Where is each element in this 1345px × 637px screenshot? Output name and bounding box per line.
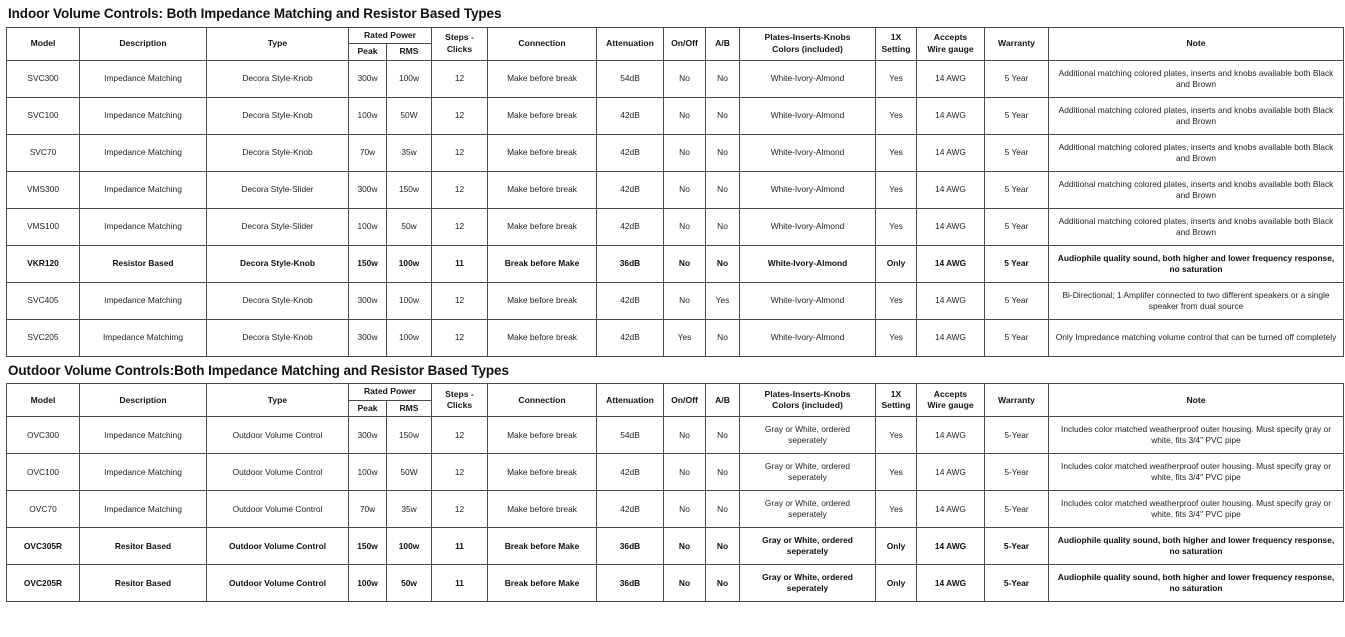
cell-type: Decora Style-Knob — [207, 319, 349, 356]
cell-attenuation: 42dB — [597, 208, 664, 245]
col-header-rated-power: Rated Power — [349, 384, 432, 401]
cell-rms: 50w — [387, 208, 432, 245]
cell-connection: Make before break — [488, 454, 597, 491]
cell-description: Impedance Matching — [80, 491, 207, 528]
cell-on-off: No — [664, 565, 706, 602]
plates-line-1: Gray or White, ordered — [764, 498, 851, 509]
cell-type: Decora Style-Knob — [207, 97, 349, 134]
cell-connection: Make before break — [488, 319, 597, 356]
cell-connection: Make before break — [488, 97, 597, 134]
cell-rms: 100w — [387, 282, 432, 319]
cell-rms: 150w — [387, 171, 432, 208]
cell-note: Includes color matched weatherproof outer housing. Must specify gray or white, fits 3/4" PVC pipe — [1049, 491, 1344, 528]
cell-rms: 35w — [387, 134, 432, 171]
steps-line-2: Clicks — [446, 400, 473, 411]
cell-description: Impedance Matching — [80, 134, 207, 171]
table-header-outdoor — [7, 384, 1344, 417]
setting-line-2: Setting — [881, 43, 911, 54]
col-header-steps-clicks — [432, 384, 488, 417]
cell-model: OVC100 — [7, 454, 80, 491]
cell-type: Decora Style-Knob — [207, 134, 349, 171]
col-header-rated-power: Rated Power — [349, 27, 432, 44]
cell-peak: 150w — [349, 528, 387, 565]
col-header-accepts-wire-gauge — [917, 384, 985, 417]
cell-rms: 35w — [387, 491, 432, 528]
plates-line-2: Colors (included) — [772, 400, 843, 411]
cell-1x-setting: Yes — [876, 171, 917, 208]
cell-type: Outdoor Volume Control — [207, 528, 349, 565]
cell-steps: 11 — [432, 528, 488, 565]
cell-peak: 100w — [349, 565, 387, 602]
cell-steps: 12 — [432, 319, 488, 356]
cell-peak: 150w — [349, 245, 387, 282]
cell-1x-setting: Yes — [876, 282, 917, 319]
cell-steps: 12 — [432, 282, 488, 319]
cell-on-off: No — [664, 97, 706, 134]
cell-note: Additional matching colored plates, inserts and knobs available both Black and Brown — [1049, 171, 1344, 208]
cell-peak: 70w — [349, 134, 387, 171]
cell-peak: 300w — [349, 417, 387, 454]
col-header-attenuation: Attenuation — [597, 27, 664, 60]
col-header-warranty: Warranty — [985, 27, 1049, 60]
cell-on-off: No — [664, 282, 706, 319]
cell-type: Outdoor Volume Control — [207, 491, 349, 528]
table-indoor-volume-controls — [6, 27, 1344, 357]
cell-on-off: No — [664, 245, 706, 282]
page-title-outdoor: Outdoor Volume Controls:Both Impedance Matching and Resistor Based Types — [8, 362, 509, 378]
table-row — [7, 282, 1344, 319]
cell-description: Impedance Matching — [80, 454, 207, 491]
cell-type: Outdoor Volume Control — [207, 565, 349, 602]
cell-attenuation: 54dB — [597, 417, 664, 454]
cell-steps: 12 — [432, 171, 488, 208]
cell-connection: Break before Make — [488, 565, 597, 602]
cell-rms: 100w — [387, 319, 432, 356]
cell-attenuation: 42dB — [597, 171, 664, 208]
cell-description: Impedance Matching — [80, 282, 207, 319]
cell-warranty: 5-Year — [985, 528, 1049, 565]
cell-rms: 100w — [387, 60, 432, 97]
cell-description: Impedance Matching — [80, 97, 207, 134]
cell-wire-gauge: 14 AWG — [917, 491, 985, 528]
cell-model: VMS300 — [7, 171, 80, 208]
cell-on-off: Yes — [664, 319, 706, 356]
cell-note: Additional matching colored plates, inserts and knobs available both Black and Brown — [1049, 97, 1344, 134]
cell-plates-colors — [740, 491, 876, 528]
cell-1x-setting: Yes — [876, 319, 917, 356]
col-header-attenuation: Attenuation — [597, 384, 664, 417]
cell-description: Impedance Matching — [80, 208, 207, 245]
cell-attenuation: 36dB — [597, 245, 664, 282]
col-header-description: Description — [80, 384, 207, 417]
cell-ab: No — [706, 528, 740, 565]
cell-ab: No — [706, 319, 740, 356]
header-row — [7, 384, 1344, 401]
cell-wire-gauge: 14 AWG — [917, 528, 985, 565]
steps-line-1: Steps - — [445, 388, 474, 399]
cell-model: SVC300 — [7, 60, 80, 97]
setting-line-2: Setting — [881, 400, 911, 411]
plates-line-1: Gray or White, ordered — [764, 461, 851, 472]
table-row — [7, 417, 1344, 454]
cell-description: Resitor Based — [80, 528, 207, 565]
plates-line-2: seperately — [786, 546, 829, 557]
cell-1x-setting: Yes — [876, 97, 917, 134]
cell-connection: Make before break — [488, 134, 597, 171]
cell-1x-setting: Yes — [876, 134, 917, 171]
cell-model: VKR120 — [7, 245, 80, 282]
col-header-connection: Connection — [488, 384, 597, 417]
cell-warranty: 5-Year — [985, 454, 1049, 491]
cell-plates-colors: White-Ivory-Almond — [740, 134, 876, 171]
cell-wire-gauge: 14 AWG — [917, 208, 985, 245]
cell-description: Resitor Based — [80, 565, 207, 602]
cell-connection: Make before break — [488, 171, 597, 208]
col-header-model: Model — [7, 384, 80, 417]
cell-note: Additional matching colored plates, inserts and knobs available both Black and Brown — [1049, 60, 1344, 97]
cell-model: OVC300 — [7, 417, 80, 454]
cell-ab: No — [706, 208, 740, 245]
cell-warranty: 5 Year — [985, 134, 1049, 171]
cell-wire-gauge: 14 AWG — [917, 417, 985, 454]
col-header-on-off: On/Off — [664, 384, 706, 417]
cell-steps: 12 — [432, 134, 488, 171]
cell-note: Additional matching colored plates, inserts and knobs available both Black and Brown — [1049, 134, 1344, 171]
wire-line-2: Wire gauge — [927, 400, 974, 411]
plates-line-1: Plates-Inserts-Knobs — [764, 32, 851, 43]
col-header-connection: Connection — [488, 27, 597, 60]
cell-warranty: 5-Year — [985, 491, 1049, 528]
cell-attenuation: 42dB — [597, 454, 664, 491]
cell-description: Impedance Matching — [80, 417, 207, 454]
cell-model: SVC70 — [7, 134, 80, 171]
cell-steps: 12 — [432, 208, 488, 245]
cell-rms: 100w — [387, 245, 432, 282]
cell-description: Impedance Matchimg — [80, 319, 207, 356]
cell-peak: 100w — [349, 97, 387, 134]
setting-line-1: 1X — [890, 388, 902, 399]
cell-description: Resistor Based — [80, 245, 207, 282]
plates-line-2: Colors (included) — [772, 43, 843, 54]
cell-type: Decora Style-Slider — [207, 208, 349, 245]
cell-wire-gauge: 14 AWG — [917, 245, 985, 282]
cell-steps: 12 — [432, 491, 488, 528]
col-header-steps-clicks — [432, 27, 488, 60]
cell-plates-colors — [740, 454, 876, 491]
cell-attenuation: 42dB — [597, 134, 664, 171]
cell-wire-gauge: 14 AWG — [917, 565, 985, 602]
cell-plates-colors: White-Ivory-Almond — [740, 97, 876, 134]
table-body-outdoor — [7, 417, 1344, 602]
setting-line-1: 1X — [890, 32, 902, 43]
table-header-indoor — [7, 27, 1344, 60]
cell-ab: No — [706, 60, 740, 97]
cell-warranty: 5 Year — [985, 60, 1049, 97]
col-header-peak: Peak — [349, 400, 387, 417]
plates-line-2: seperately — [786, 583, 829, 594]
cell-attenuation: 42dB — [597, 491, 664, 528]
cell-model: OVC305R — [7, 528, 80, 565]
cell-ab: No — [706, 171, 740, 208]
col-header-ab: A/B — [706, 27, 740, 60]
cell-description: Impedance Matching — [80, 171, 207, 208]
cell-peak: 300w — [349, 60, 387, 97]
cell-ab: Yes — [706, 282, 740, 319]
cell-1x-setting: Yes — [876, 417, 917, 454]
section-outdoor-volume-controls — [0, 357, 1345, 603]
cell-warranty: 5 Year — [985, 319, 1049, 356]
cell-attenuation: 36dB — [597, 528, 664, 565]
cell-model: VMS100 — [7, 208, 80, 245]
col-header-warranty: Warranty — [985, 384, 1049, 417]
cell-plates-colors: White-Ivory-Almond — [740, 319, 876, 356]
col-header-note: Note — [1049, 27, 1344, 60]
cell-attenuation: 42dB — [597, 282, 664, 319]
cell-on-off: No — [664, 491, 706, 528]
cell-peak: 300w — [349, 319, 387, 356]
cell-plates-colors — [740, 565, 876, 602]
plates-line-1: Plates-Inserts-Knobs — [764, 388, 851, 399]
cell-type: Decora Style-Knob — [207, 282, 349, 319]
cell-rms: 50w — [387, 565, 432, 602]
cell-connection: Break before Make — [488, 245, 597, 282]
cell-wire-gauge: 14 AWG — [917, 60, 985, 97]
cell-note: Includes color matched weatherproof outer housing. Must specify gray or white, fits 3/4" PVC pipe — [1049, 417, 1344, 454]
col-header-on-off: On/Off — [664, 27, 706, 60]
cell-on-off: No — [664, 417, 706, 454]
cell-wire-gauge: 14 AWG — [917, 319, 985, 356]
table-row — [7, 208, 1344, 245]
steps-line-1: Steps - — [445, 32, 474, 43]
col-header-description: Description — [80, 27, 207, 60]
cell-note: Only Impredance matching volume control that can be turned off completely — [1049, 319, 1344, 356]
table-row — [7, 134, 1344, 171]
cell-steps: 12 — [432, 97, 488, 134]
col-header-rms: RMS — [387, 400, 432, 417]
cell-warranty: 5 Year — [985, 208, 1049, 245]
col-header-type: Type — [207, 27, 349, 60]
wire-line-1: Accepts — [933, 388, 968, 399]
cell-warranty: 5 Year — [985, 171, 1049, 208]
cell-1x-setting: Yes — [876, 60, 917, 97]
table-row — [7, 245, 1344, 282]
table-row — [7, 319, 1344, 356]
cell-on-off: No — [664, 134, 706, 171]
table-row — [7, 565, 1344, 602]
cell-peak: 300w — [349, 282, 387, 319]
plates-line-1: Gray or White, ordered — [762, 572, 853, 583]
cell-note: Audiophile quality sound, both higher and lower frequency response, no saturation — [1049, 528, 1344, 565]
cell-model: SVC405 — [7, 282, 80, 319]
plates-line-1: Gray or White, ordered — [764, 424, 851, 435]
cell-warranty: 5 Year — [985, 282, 1049, 319]
table-row — [7, 491, 1344, 528]
cell-wire-gauge: 14 AWG — [917, 282, 985, 319]
cell-steps: 12 — [432, 60, 488, 97]
table-row — [7, 60, 1344, 97]
cell-on-off: No — [664, 171, 706, 208]
cell-attenuation: 36dB — [597, 565, 664, 602]
cell-attenuation: 54dB — [597, 60, 664, 97]
cell-peak: 100w — [349, 208, 387, 245]
cell-1x-setting: Yes — [876, 208, 917, 245]
table-row — [7, 454, 1344, 491]
cell-type: Outdoor Volume Control — [207, 417, 349, 454]
cell-connection: Make before break — [488, 282, 597, 319]
cell-note: Additional matching colored plates, inserts and knobs available both Black and Brown — [1049, 208, 1344, 245]
cell-model: SVC100 — [7, 97, 80, 134]
cell-connection: Make before break — [488, 208, 597, 245]
col-header-ab: A/B — [706, 384, 740, 417]
cell-type: Decora Style-Slider — [207, 171, 349, 208]
wire-line-2: Wire gauge — [927, 43, 974, 54]
cell-type: Decora Style-Knob — [207, 60, 349, 97]
cell-ab: No — [706, 454, 740, 491]
cell-plates-colors: White-Ivory-Almond — [740, 60, 876, 97]
cell-steps: 11 — [432, 565, 488, 602]
cell-note: Audiophile quality sound, both higher and lower frequency response, no saturation — [1049, 245, 1344, 282]
cell-wire-gauge: 14 AWG — [917, 171, 985, 208]
cell-rms: 100w — [387, 528, 432, 565]
cell-wire-gauge: 14 AWG — [917, 97, 985, 134]
cell-warranty: 5-Year — [985, 565, 1049, 602]
cell-connection: Make before break — [488, 60, 597, 97]
cell-plates-colors: White-Ivory-Almond — [740, 208, 876, 245]
col-header-accepts-wire-gauge — [917, 27, 985, 60]
cell-warranty: 5-Year — [985, 417, 1049, 454]
cell-warranty: 5 Year — [985, 97, 1049, 134]
cell-model: OVC70 — [7, 491, 80, 528]
col-header-rms: RMS — [387, 44, 432, 61]
cell-wire-gauge: 14 AWG — [917, 134, 985, 171]
cell-plates-colors: White-Ivory-Almond — [740, 245, 876, 282]
cell-attenuation: 42dB — [597, 319, 664, 356]
cell-on-off: No — [664, 60, 706, 97]
cell-1x-setting: Only — [876, 245, 917, 282]
cell-steps: 12 — [432, 417, 488, 454]
cell-1x-setting: Yes — [876, 491, 917, 528]
cell-1x-setting: Yes — [876, 454, 917, 491]
cell-on-off: No — [664, 208, 706, 245]
cell-note: Audiophile quality sound, both higher and lower frequency response, no saturation — [1049, 565, 1344, 602]
cell-connection: Break before Make — [488, 528, 597, 565]
cell-steps: 12 — [432, 454, 488, 491]
cell-model: OVC205R — [7, 565, 80, 602]
plates-line-2: seperately — [788, 435, 827, 446]
table-row — [7, 171, 1344, 208]
cell-ab: No — [706, 134, 740, 171]
cell-rms: 50W — [387, 454, 432, 491]
cell-plates-colors — [740, 528, 876, 565]
cell-ab: No — [706, 417, 740, 454]
cell-type: Outdoor Volume Control — [207, 454, 349, 491]
cell-rms: 50W — [387, 97, 432, 134]
cell-type: Decora Style-Knob — [207, 245, 349, 282]
cell-note: Bi-Directional; 1 Amplifer connected to two different speakers or a single speaker from dual source — [1049, 282, 1344, 319]
col-header-plates-inserts-knobs — [740, 27, 876, 60]
plates-line-1: Gray or White, ordered — [762, 535, 853, 546]
col-header-model: Model — [7, 27, 80, 60]
cell-model: SVC205 — [7, 319, 80, 356]
col-header-1x-setting — [876, 384, 917, 417]
cell-connection: Make before break — [488, 417, 597, 454]
table-row — [7, 97, 1344, 134]
cell-note: Includes color matched weatherproof outer housing. Must specify gray or white, fits 3/4" PVC pipe — [1049, 454, 1344, 491]
cell-plates-colors: White-Ivory-Almond — [740, 282, 876, 319]
cell-ab: No — [706, 97, 740, 134]
col-header-1x-setting — [876, 27, 917, 60]
cell-ab: No — [706, 245, 740, 282]
cell-1x-setting: Only — [876, 565, 917, 602]
cell-plates-colors — [740, 417, 876, 454]
table-outdoor-volume-controls — [6, 383, 1344, 602]
page-title-indoor: Indoor Volume Controls: Both Impedance Matching and Resistor Based Types — [8, 6, 502, 21]
col-header-note: Note — [1049, 384, 1344, 417]
cell-on-off: No — [664, 454, 706, 491]
wire-line-1: Accepts — [933, 32, 968, 43]
cell-description: Impedance Matching — [80, 60, 207, 97]
cell-peak: 300w — [349, 171, 387, 208]
steps-line-2: Clicks — [446, 43, 473, 54]
cell-1x-setting: Only — [876, 528, 917, 565]
col-header-plates-inserts-knobs — [740, 384, 876, 417]
cell-attenuation: 42dB — [597, 97, 664, 134]
cell-ab: No — [706, 491, 740, 528]
table-body-indoor — [7, 60, 1344, 356]
cell-on-off: No — [664, 528, 706, 565]
cell-wire-gauge: 14 AWG — [917, 454, 985, 491]
cell-warranty: 5 Year — [985, 245, 1049, 282]
cell-rms: 150w — [387, 417, 432, 454]
cell-ab: No — [706, 565, 740, 602]
plates-line-2: seperately — [788, 509, 827, 520]
col-header-peak: Peak — [349, 44, 387, 61]
plates-line-2: seperately — [788, 472, 827, 483]
col-header-type: Type — [207, 384, 349, 417]
cell-plates-colors: White-Ivory-Almond — [740, 171, 876, 208]
cell-peak: 100w — [349, 454, 387, 491]
cell-peak: 70w — [349, 491, 387, 528]
cell-steps: 11 — [432, 245, 488, 282]
cell-connection: Make before break — [488, 491, 597, 528]
header-row — [7, 27, 1344, 44]
table-row — [7, 528, 1344, 565]
